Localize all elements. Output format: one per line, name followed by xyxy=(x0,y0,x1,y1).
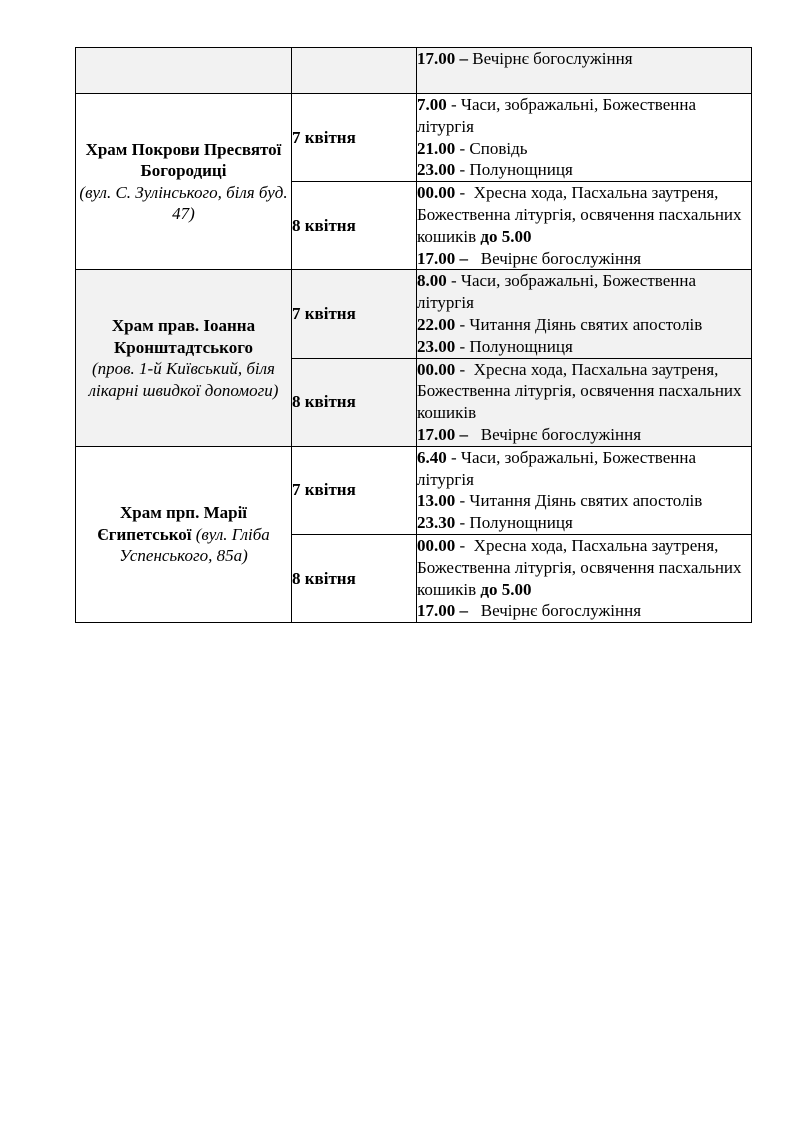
service-text: Полунощниця xyxy=(469,336,573,356)
services-cell xyxy=(417,182,752,270)
date-cell: 8 квітня xyxy=(292,358,417,446)
service-line: 13.00 - Читання Діянь святих апостолів xyxy=(417,491,703,511)
service-time: 17.00 – xyxy=(417,248,468,268)
service-text: Часи, зображальні, Божественна літургія xyxy=(417,271,696,313)
service-time: 23.00 xyxy=(417,160,456,180)
church-name: Храм прав. Іоанна Кронштадтського xyxy=(111,316,256,357)
service-time: 7.00 xyxy=(417,95,447,114)
service-time: 17.00 – xyxy=(417,601,468,621)
table-row xyxy=(76,270,752,358)
service-time: 23.30 xyxy=(417,513,456,533)
service-text: Сповідь xyxy=(469,138,528,158)
date-cell: 7 квітня xyxy=(292,446,417,534)
services-cell xyxy=(417,358,752,446)
date-cell: 8 квітня xyxy=(292,534,417,622)
date-cell: 7 квітня xyxy=(292,94,417,182)
service-time: 17.00 – xyxy=(417,424,468,444)
service-line: 7.00 - Часи, зображальні, Божественна літургія xyxy=(417,95,696,136)
service-deadline: до 5.00 xyxy=(480,226,532,246)
table-row-continued xyxy=(76,48,752,94)
service-time: 8.00 xyxy=(417,271,447,291)
service-text: Вечірнє богослужіння xyxy=(480,601,642,621)
service-time: 6.40 xyxy=(417,447,447,467)
service-time: 23.00 xyxy=(417,336,456,356)
service-text: Вечірнє богослужіння xyxy=(472,49,633,68)
church-address: (пров. 1-й Київський, біля лікарні швидкої допомоги) xyxy=(88,359,279,400)
service-line: 23.00 - Полунощниця xyxy=(417,336,573,356)
services-cell xyxy=(417,270,752,358)
service-text: Вечірнє богослужіння xyxy=(480,424,642,444)
service-text: Хресна хода, Пасхальна заутреня, Божественна літургія, освячення пасхальних кошиків xyxy=(417,359,742,423)
church-cell xyxy=(76,94,292,270)
service-line: 23.30 - Полунощниця xyxy=(417,513,573,533)
date-cell: 7 квітня xyxy=(292,270,417,358)
service-text: Хресна хода, Пасхальна заутреня, Божественна літургія, освячення пасхальних кошиків xyxy=(417,535,742,599)
service-line xyxy=(417,248,751,270)
service-line xyxy=(417,48,751,70)
service-line: 23.00 - Полунощниця xyxy=(417,160,573,180)
service-text: Полунощниця xyxy=(469,513,573,533)
service-text: Читання Діянь святих апостолів xyxy=(469,491,703,511)
church-cell xyxy=(76,446,292,622)
service-line: 00.00 - Хресна хода, Пасхальна заутреня, Божественна літургія, освячення пасхальних кошиків до 5.00 xyxy=(417,535,742,599)
service-time: 13.00 xyxy=(417,491,456,511)
services-cell xyxy=(417,94,752,182)
church-cell xyxy=(76,270,292,446)
date-cell-empty xyxy=(292,48,417,94)
service-time: 00.00 xyxy=(417,535,456,555)
services-cell xyxy=(417,446,752,534)
service-time: 17.00 – xyxy=(417,49,468,68)
service-time: 21.00 xyxy=(417,138,456,158)
table-row xyxy=(76,446,752,534)
church-cell-empty xyxy=(76,48,292,94)
service-time: 00.00 xyxy=(417,183,456,203)
service-line: 00.00 - Хресна хода, Пасхальна заутреня, Божественна літургія, освячення пасхальних кошиків xyxy=(417,359,742,423)
church-name: Храм Покрови Пресвятої Богородиці xyxy=(85,139,282,181)
service-text: Вечірнє богослужіння xyxy=(480,248,642,268)
services-cell xyxy=(417,534,752,622)
service-text: Часи, зображальні, Божественна літургія xyxy=(417,95,696,136)
service-line: 22.00 - Читання Діянь святих апостолів xyxy=(417,314,703,334)
service-line: 6.40 - Часи, зображальні, Божественна літургія xyxy=(417,447,696,489)
church-name: Храм прп. Марії Єгипетської (вул. Гліба Успенського, 85а) xyxy=(97,503,270,566)
service-text: Читання Діянь святих апостолів xyxy=(469,314,703,334)
services-cell xyxy=(417,48,752,94)
date-cell: 8 квітня xyxy=(292,182,417,270)
service-text: Хресна хода, Пасхальна заутреня, Божественна літургія, освячення пасхальних кошиків xyxy=(417,183,742,246)
service-line: 00.00 - Хресна хода, Пасхальна заутреня, Божественна літургія, освячення пасхальних кошиків до 5.00 xyxy=(417,183,742,246)
church-address: (вул. С. Зулінського, біля буд. 47) xyxy=(79,182,288,224)
service-text: Полунощниця xyxy=(469,160,573,180)
table-row xyxy=(76,94,752,182)
service-time: 00.00 xyxy=(417,359,456,379)
service-time: 22.00 xyxy=(417,314,456,334)
service-text: Часи, зображальні, Божественна літургія xyxy=(417,447,696,489)
service-line: 21.00 - Сповідь xyxy=(417,138,528,158)
service-line xyxy=(417,600,751,622)
service-line xyxy=(417,424,751,446)
church-address: (вул. Гліба Успенського, 85а) xyxy=(119,524,270,566)
schedule-table xyxy=(75,47,752,623)
service-line: 8.00 - Часи, зображальні, Божественна літургія xyxy=(417,271,696,313)
service-deadline: до 5.00 xyxy=(480,579,532,599)
